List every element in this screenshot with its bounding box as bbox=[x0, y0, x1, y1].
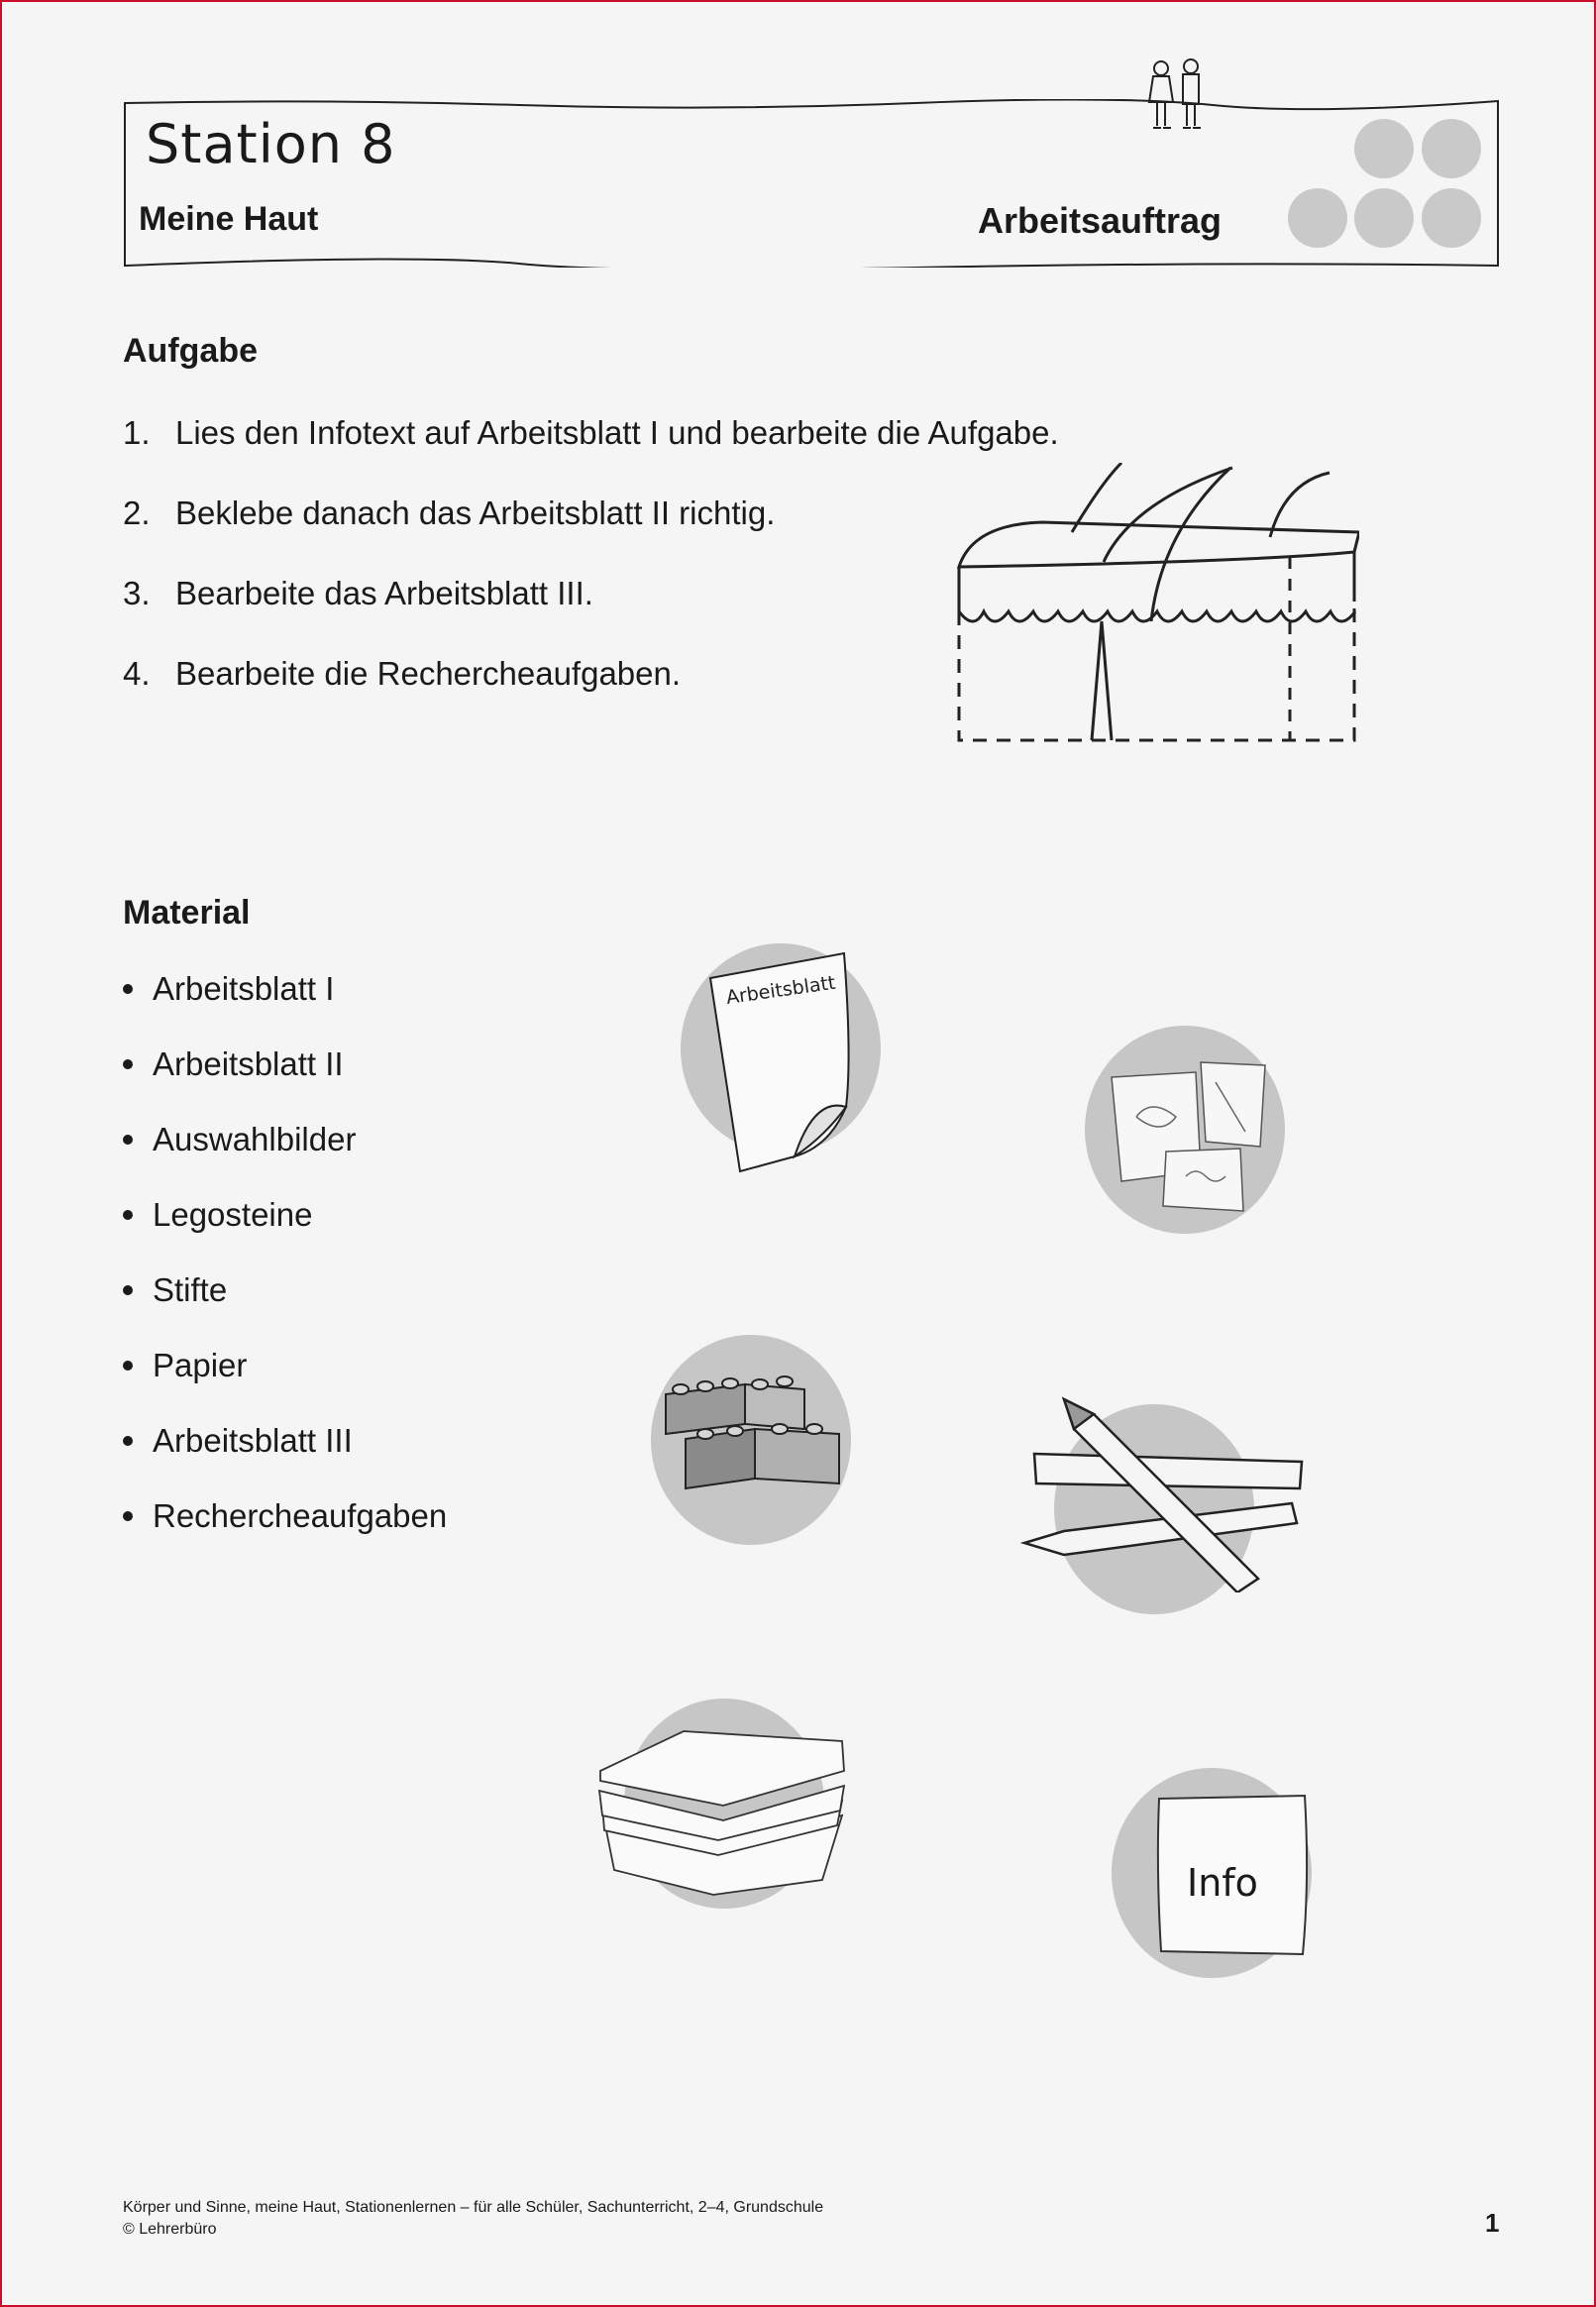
material-label: Legosteine bbox=[153, 1196, 313, 1233]
material-item bbox=[123, 1347, 247, 1384]
picture-cards-icon bbox=[1102, 1057, 1270, 1216]
footer-source: Körper und Sinne, meine Haut, Stationenlernen – für alle Schüler, Sachunterricht, 2–4, Grundschule bbox=[123, 2199, 824, 2216]
page-number: 1 bbox=[1485, 2208, 1500, 2238]
paper-stack-icon bbox=[594, 1721, 852, 1900]
material-label: Arbeitsblatt II bbox=[153, 1045, 344, 1082]
page-title: Station 8 bbox=[146, 113, 396, 175]
skin-cross-section-illustration bbox=[953, 463, 1359, 745]
material-item bbox=[123, 1121, 356, 1158]
material-item bbox=[123, 1497, 447, 1535]
material-label: Auswahlbilder bbox=[153, 1121, 357, 1157]
material-item bbox=[123, 1271, 227, 1309]
bullet-icon bbox=[123, 1135, 133, 1145]
task-item bbox=[123, 575, 593, 612]
lego-bricks-icon bbox=[661, 1370, 849, 1508]
material-item bbox=[123, 1422, 353, 1460]
task-number: 2. bbox=[123, 494, 151, 531]
skin-level-icon bbox=[1422, 119, 1481, 178]
task-item bbox=[123, 494, 775, 532]
material-heading: Material bbox=[123, 894, 251, 932]
info-sheet-icon bbox=[1141, 1791, 1320, 1964]
material-label: Stifte bbox=[153, 1271, 228, 1308]
task-number: 1. bbox=[123, 414, 151, 451]
page-type-label: Arbeitsauftrag bbox=[978, 200, 1223, 241]
material-item bbox=[123, 970, 334, 1008]
task-text: Bearbeite die Rechercheaufgaben. bbox=[175, 655, 682, 692]
skin-level-icon bbox=[1288, 188, 1347, 248]
worksheet-label: Arbeitsblatt bbox=[724, 971, 837, 1009]
material-label: Rechercheaufgaben bbox=[153, 1497, 448, 1534]
bullet-icon bbox=[123, 1285, 133, 1295]
worksheet-icon bbox=[705, 948, 864, 1176]
bullet-icon bbox=[123, 1361, 133, 1371]
bullet-icon bbox=[123, 984, 133, 994]
material-item bbox=[123, 1045, 344, 1083]
children-icon bbox=[1141, 56, 1211, 136]
info-label: Info bbox=[1187, 1861, 1258, 1905]
pens-icon bbox=[1005, 1394, 1312, 1593]
task-text: Beklebe danach das Arbeitsblatt II richtig. bbox=[175, 494, 776, 531]
task-item bbox=[123, 414, 1059, 452]
task-text: Lies den Infotext auf Arbeitsblatt I und bearbeite die Aufgabe. bbox=[175, 414, 1059, 451]
bullet-icon bbox=[123, 1436, 133, 1446]
task-number: 3. bbox=[123, 575, 151, 611]
material-item bbox=[123, 1196, 312, 1234]
task-item bbox=[123, 655, 681, 693]
material-label: Papier bbox=[153, 1347, 248, 1383]
material-label: Arbeitsblatt III bbox=[153, 1422, 353, 1459]
bullet-icon bbox=[123, 1210, 133, 1220]
bullet-icon bbox=[123, 1511, 133, 1521]
skin-level-icon bbox=[1422, 188, 1481, 248]
material-label: Arbeitsblatt I bbox=[153, 970, 335, 1007]
footer-text bbox=[123, 2197, 823, 2241]
task-number: 4. bbox=[123, 655, 151, 692]
footer-copyright: © Lehrerbüro bbox=[123, 2221, 217, 2238]
bullet-icon bbox=[123, 1059, 133, 1069]
task-heading: Aufgabe bbox=[123, 332, 258, 370]
page-subtitle: Meine Haut bbox=[139, 200, 319, 238]
skin-level-icon bbox=[1354, 119, 1414, 178]
task-text: Bearbeite das Arbeitsblatt III. bbox=[175, 575, 593, 611]
skin-level-icon bbox=[1354, 188, 1414, 248]
